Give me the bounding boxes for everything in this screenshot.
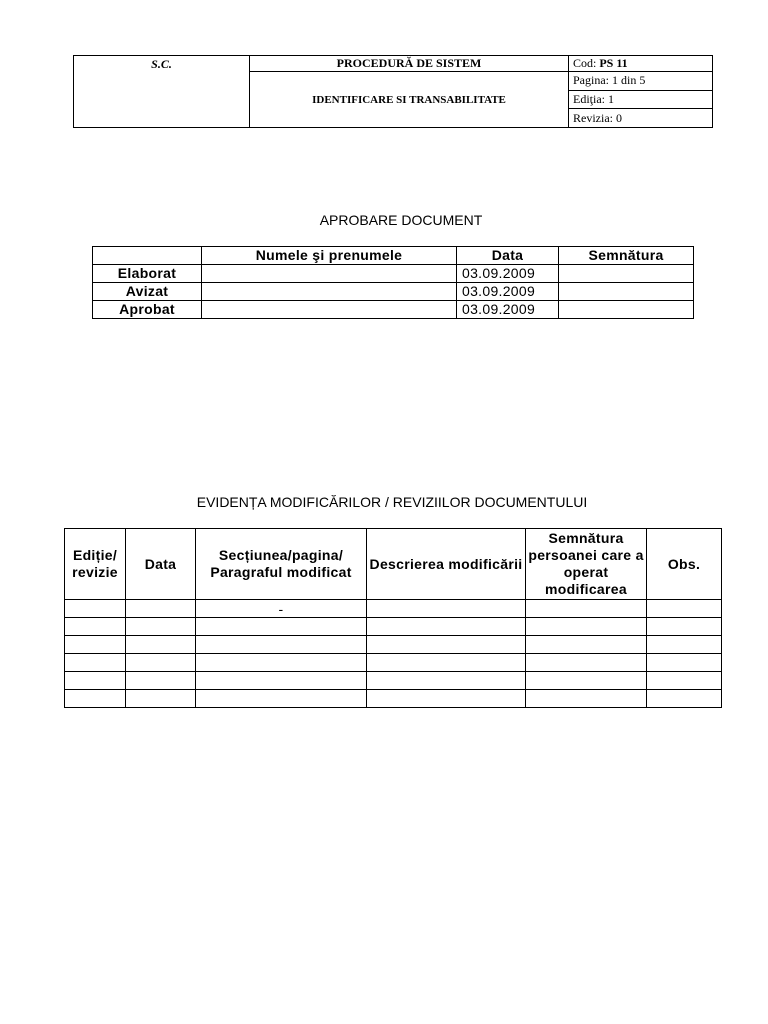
revisions-cell[interactable]	[526, 618, 647, 636]
revisions-cell[interactable]	[126, 690, 196, 708]
revisions-cell[interactable]	[526, 690, 647, 708]
approval-name-field[interactable]	[202, 283, 457, 301]
revisions-row	[65, 690, 722, 708]
revisions-cell[interactable]	[126, 654, 196, 672]
page-number: Pagina: 1 din 5	[573, 73, 646, 88]
revisions-cell[interactable]	[367, 654, 526, 672]
revisions-cell[interactable]	[647, 690, 722, 708]
procedure-title: IDENTIFICARE SI TRANSABILITATE	[312, 93, 506, 106]
revisions-cell[interactable]	[196, 690, 367, 708]
approval-col-signature: Semnătura	[559, 247, 694, 265]
revisions-cell[interactable]	[196, 672, 367, 690]
revisions-cell[interactable]	[526, 672, 647, 690]
approval-header-row	[93, 247, 694, 265]
revisions-heading: EVIDENȚA MODIFICĂRILOR / REVIZIILOR DOCUMENTULUI	[196, 494, 588, 510]
revision-cell	[569, 109, 713, 128]
revisions-col-date: Data	[126, 529, 196, 600]
revisions-row	[65, 618, 722, 636]
revisions-cell[interactable]	[196, 636, 367, 654]
revisions-cell[interactable]	[526, 600, 647, 618]
revisions-row	[65, 600, 722, 618]
procedure-title-cell	[250, 72, 569, 128]
approval-row-elaborat	[93, 265, 694, 283]
revision-number: Revizia: 0	[573, 110, 622, 125]
revisions-cell[interactable]	[126, 672, 196, 690]
cod-cell	[569, 56, 713, 72]
revisions-cell[interactable]	[526, 654, 647, 672]
page-cell	[569, 72, 713, 91]
revisions-cell[interactable]	[647, 654, 722, 672]
document-header-table	[73, 55, 713, 128]
approval-name-field[interactable]	[202, 301, 457, 319]
revisions-cell[interactable]	[126, 636, 196, 654]
cod-value: PS 11	[599, 56, 628, 70]
revisions-cell[interactable]	[65, 636, 126, 654]
approval-table	[92, 246, 694, 319]
approval-signature-field[interactable]	[559, 301, 694, 319]
revisions-col-section: Secțiunea/pagina/ Paragraful modificat	[196, 529, 367, 600]
revisions-cell[interactable]	[65, 672, 126, 690]
revisions-row	[65, 654, 722, 672]
company-label: S.C.	[151, 57, 172, 71]
revisions-cell[interactable]	[196, 618, 367, 636]
approval-heading: APROBARE DOCUMENT	[319, 212, 483, 228]
approval-signature-field[interactable]	[559, 283, 694, 301]
revisions-col-signature: Semnătura persoanei care a operat modificarea	[526, 529, 647, 600]
approval-row-aprobat	[93, 301, 694, 319]
approval-row-avizat	[93, 283, 694, 301]
revisions-col-description: Descrierea modificării	[367, 529, 526, 600]
procedure-label: PROCEDURĂ DE SISTEM	[336, 56, 482, 70]
revisions-row	[65, 672, 722, 690]
approval-col-role	[93, 247, 202, 265]
revisions-cell[interactable]	[647, 618, 722, 636]
approval-name-field[interactable]	[202, 265, 457, 283]
edition-number: Ediţia: 1	[573, 91, 614, 106]
revisions-cell[interactable]	[647, 636, 722, 654]
approval-role: Avizat	[93, 283, 202, 301]
approval-date: 03.09.2009	[457, 265, 559, 283]
revisions-cell[interactable]	[647, 672, 722, 690]
revisions-cell[interactable]	[126, 600, 196, 618]
revisions-cell[interactable]	[65, 654, 126, 672]
edition-cell	[569, 90, 713, 109]
revisions-cell[interactable]	[367, 672, 526, 690]
revisions-cell[interactable]	[367, 600, 526, 618]
revisions-cell[interactable]	[196, 654, 367, 672]
revisions-cell[interactable]	[65, 618, 126, 636]
revisions-cell[interactable]	[367, 618, 526, 636]
revisions-row	[65, 636, 722, 654]
revisions-table	[64, 528, 722, 708]
revisions-cell[interactable]	[526, 636, 647, 654]
revisions-header-row	[65, 529, 722, 600]
revisions-cell[interactable]	[65, 600, 126, 618]
revisions-cell[interactable]	[367, 636, 526, 654]
revisions-cell[interactable]	[367, 690, 526, 708]
revisions-cell[interactable]	[65, 690, 126, 708]
approval-date: 03.09.2009	[457, 283, 559, 301]
approval-date: 03.09.2009	[457, 301, 559, 319]
approval-role: Aprobat	[93, 301, 202, 319]
procedure-label-cell	[250, 56, 569, 72]
company-cell	[74, 56, 250, 128]
revisions-col-edition: Ediție/ revizie	[65, 529, 126, 600]
revisions-col-obs: Obs.	[647, 529, 722, 600]
revisions-cell[interactable]: -	[196, 600, 367, 618]
revisions-cell[interactable]	[647, 600, 722, 618]
approval-col-date: Data	[457, 247, 559, 265]
approval-col-name: Numele şi prenumele	[202, 247, 457, 265]
approval-role: Elaborat	[93, 265, 202, 283]
cod-label: Cod:	[573, 56, 597, 70]
revisions-cell[interactable]	[126, 618, 196, 636]
approval-signature-field[interactable]	[559, 265, 694, 283]
